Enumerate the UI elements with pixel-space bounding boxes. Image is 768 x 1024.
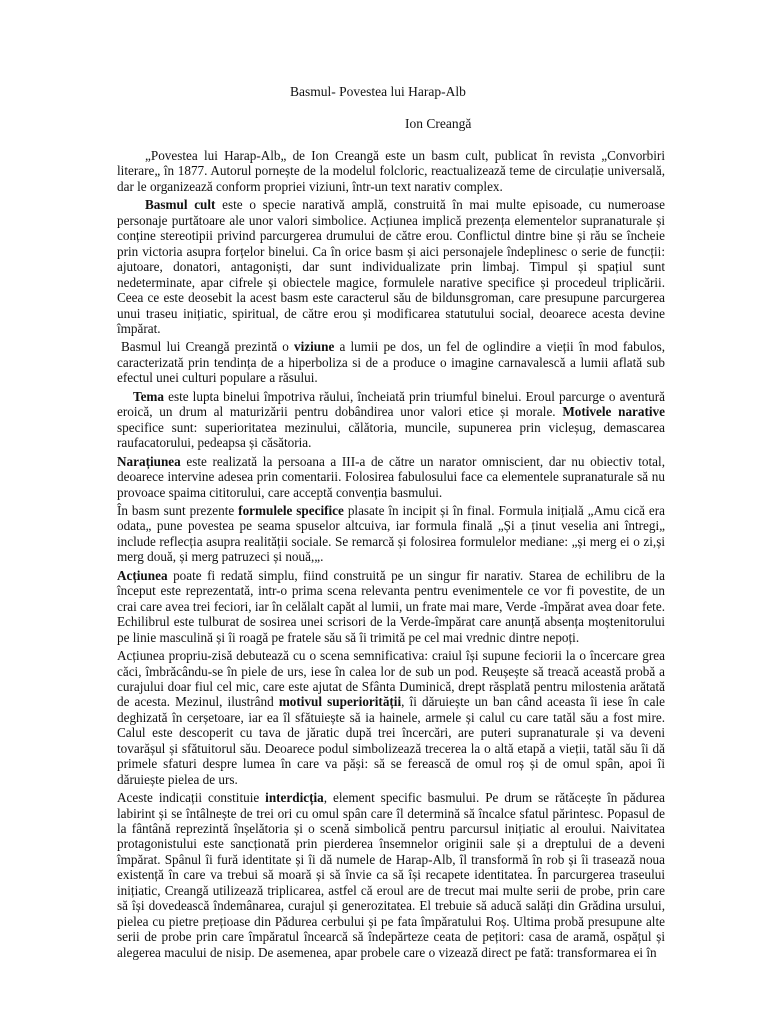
paragraph-text: specifice sunt: superioritatea mezinului, călătoria, muncile, supunerea prin vicleșug, demascarea raufacatorului, pedeapsa și căsătoria. [117, 419, 665, 451]
bold-term: formulele specifice [238, 502, 344, 518]
paragraph-lead: Acțiunea propriu-zisă debutează cu o scena semnificativa: craiul își supune feciorii la o încercare grea căci, îmbrăcându-se în piele de urs, iese în calea lor de sub un pod. Reușește să treacă această probă a curajului doar fiul cel mic, care este ajutat de Sfânta Duminică, drept răsplată pentru milostenia arătată de acesta. Mezinul, ilustrând [117, 648, 665, 710]
paragraph-text: plasate în incipit și în final. Formula inițială „Amu cică era odata„ pune povestea pe seama spuselor altcuiva, iar formula finală „Și a ținut veselia ani întregi„ include reflecția asupra realității sociale. Se remarcă și folosirea formulelor mediane: „și merg ei o zi,și merg două, și merg patruzeci și nouă,„. [117, 502, 665, 565]
paragraph-text: , îi dăruiește un ban când aceasta îi iese în cale deghizată în cerșetoare, iar ea îl sfătuiește să ia hainele, armele și calul cu care tatăl său a fost mire. Calul este descoperit cu tava de jăratic după trei încercări, are puteri supranaturale și va deveni tovarășul și sfătuitorul său. Deoarece podul simbolizează trecerea la o altă etapă a vieții, tatăl său îi dă primele sfaturi despre lumea în care va păși: să se ferească de omul roș și de omul spân, apoi îi dăruiește pielea de urs. [117, 694, 665, 787]
paragraph-text: „Povestea lui Harap-Alb„ de Ion Creangă este un basm cult, publicat în revista „Convorbiri literare„ în 1877. Autorul pornește de la modelul folcloric, reactualizează teme de circulație universală, dar le organizează conform propriei viziuni, într-un text narativ complex. [117, 148, 665, 194]
paragraph [117, 503, 665, 565]
paragraph [117, 197, 665, 336]
paragraph-lead: În basm sunt prezente [117, 502, 239, 518]
paragraph-text: este o specie narativă amplă, construită în mai multe episoade, cu numeroase personaje purtătoare ale unor valori simbolice. Acțiunea implică prezența elementelor supranaturale și conține stereotipii privind parcurgerea drumului de către erou. Conflictul dintre bine și rău se încheie prin victoria asupra forțelor binelui. Ca în orice basm și aici personajele îndeplinesc o serie de funcții: ajutoare, donatori, antagoniști, dar sunt individualizate prin limbaj. Timpul și spațiul sunt nedeterminate, apar cifrele și obiectele magice, formulele narative specifice și procedeul triplicării. Ceea ce este deosebit la acest basm este caracterul său de bildunsgroman, care presupune parcurgerea unui traseu inițiatic, spiritual, de către erou și modificarea statutului social, deoarece acesta devine împărat. [117, 197, 665, 336]
paragraph-text: a lumii pe dos, un fel de oglindire a vieții în mod fabulos, caracterizată prin tendința de a hiperboliza si de a produce o imagine carnavalescă a lumii aflată sub efectul unei culturi populare a răsului. [117, 339, 665, 386]
paragraph [117, 568, 665, 645]
paragraph-text: , element specific basmului. Pe drum se rătăcește în pădurea labirint și se întâlnește de trei ori cu omul spân care îl determină să încalce sfatul părintesc. Popasul de la fântână reprezintă înșelătoria și o scenă simbolică pentru parcursul inițiatic al eroului. Naivitatea protagonistului este sancționată prin pierderea însemnelor originii sale și a dreptului de a deveni împărat. Spânul îi fură identitate și îi dă numele de Harap-Alb, îl transformă în rob și îi trasează noua existență în care va trebui să moară și să învie ca să își recapete identitatea. În parcurgerea traseului inițiatic, Creangă utilizează triplicarea, astfel că eroul are de trecut mai multe serii de probe, prin care să își dovedească îndemânarea, curajul și generozitatea. El trebuie să aducă salăți din Grădina ursului, pielea cu pietre prețioase din Pădurea cerbului și pe fata împăratului Roș. Ultima probă presupune alte serii de probe prin care împăratul încearcă să îndepărteze ceata de pețitori: casa de aramă, ospățul și alegerea macului de nisip. De asemenea, apar probele care o vizează direct pe fată: transformarea ei în [117, 790, 665, 960]
document-body [117, 148, 665, 963]
paragraph-text: este lupta binelui împotriva răului, încheiată prin triumful binelui. Eroul parcurge o aventură eroică, un drum al maturizării pentru dobândirea unor valori etice și morale. [117, 388, 665, 420]
paragraph [117, 148, 665, 194]
bold-term: Acțiunea [117, 567, 168, 583]
paragraph-lead: Aceste indicații constituie [117, 790, 266, 806]
bold-term: interdicția [265, 790, 324, 806]
paragraph [117, 389, 665, 451]
bold-term: Motivele narative [562, 404, 665, 420]
paragraph-text: poate fi redată simplu, fiind construită pe un singur fir narativ. Starea de echilibru de la început este reprezentată, intr-o prima scena relevanta pentru evenimentele ce vor fi povestite, de un crai care avea trei feciori, iar în celălalt capăt al lumii, un frate mai mare, Verde -împărat avea doar fete. Echilibrul este tulburat de sosirea unei scrisori de la Verde-împărat care anunță absența moștenitorului pe linie masculină și îi roagă pe fratele său să îi trimită pe cel mai vrednic dintre nepoți. [117, 567, 665, 645]
document-author: Ion Creangă [405, 116, 472, 131]
paragraph [117, 790, 665, 960]
paragraph [117, 648, 665, 787]
paragraph-text: este realizată la persoana a III-a de către un narator omniscient, dar nu obiectiv total, deoarece intervine adesea prin comentarii. Folosirea fabulosului face ca elementele supranaturale să nu provoace spaima cititorului, care acceptă convenția basmului. [117, 453, 665, 500]
paragraph [117, 339, 665, 385]
bold-term: motivul superiorității [278, 694, 402, 710]
bold-term: Basmul cult [145, 197, 216, 213]
paragraph-lead: Basmul lui Creangă prezintă o [121, 339, 294, 355]
bold-term: Tema [133, 388, 165, 404]
document-title: Basmul- Povestea lui Harap-Alb [290, 84, 466, 99]
bold-term: viziune [294, 339, 335, 355]
bold-term: Narațiunea [117, 453, 181, 469]
paragraph [117, 454, 665, 500]
